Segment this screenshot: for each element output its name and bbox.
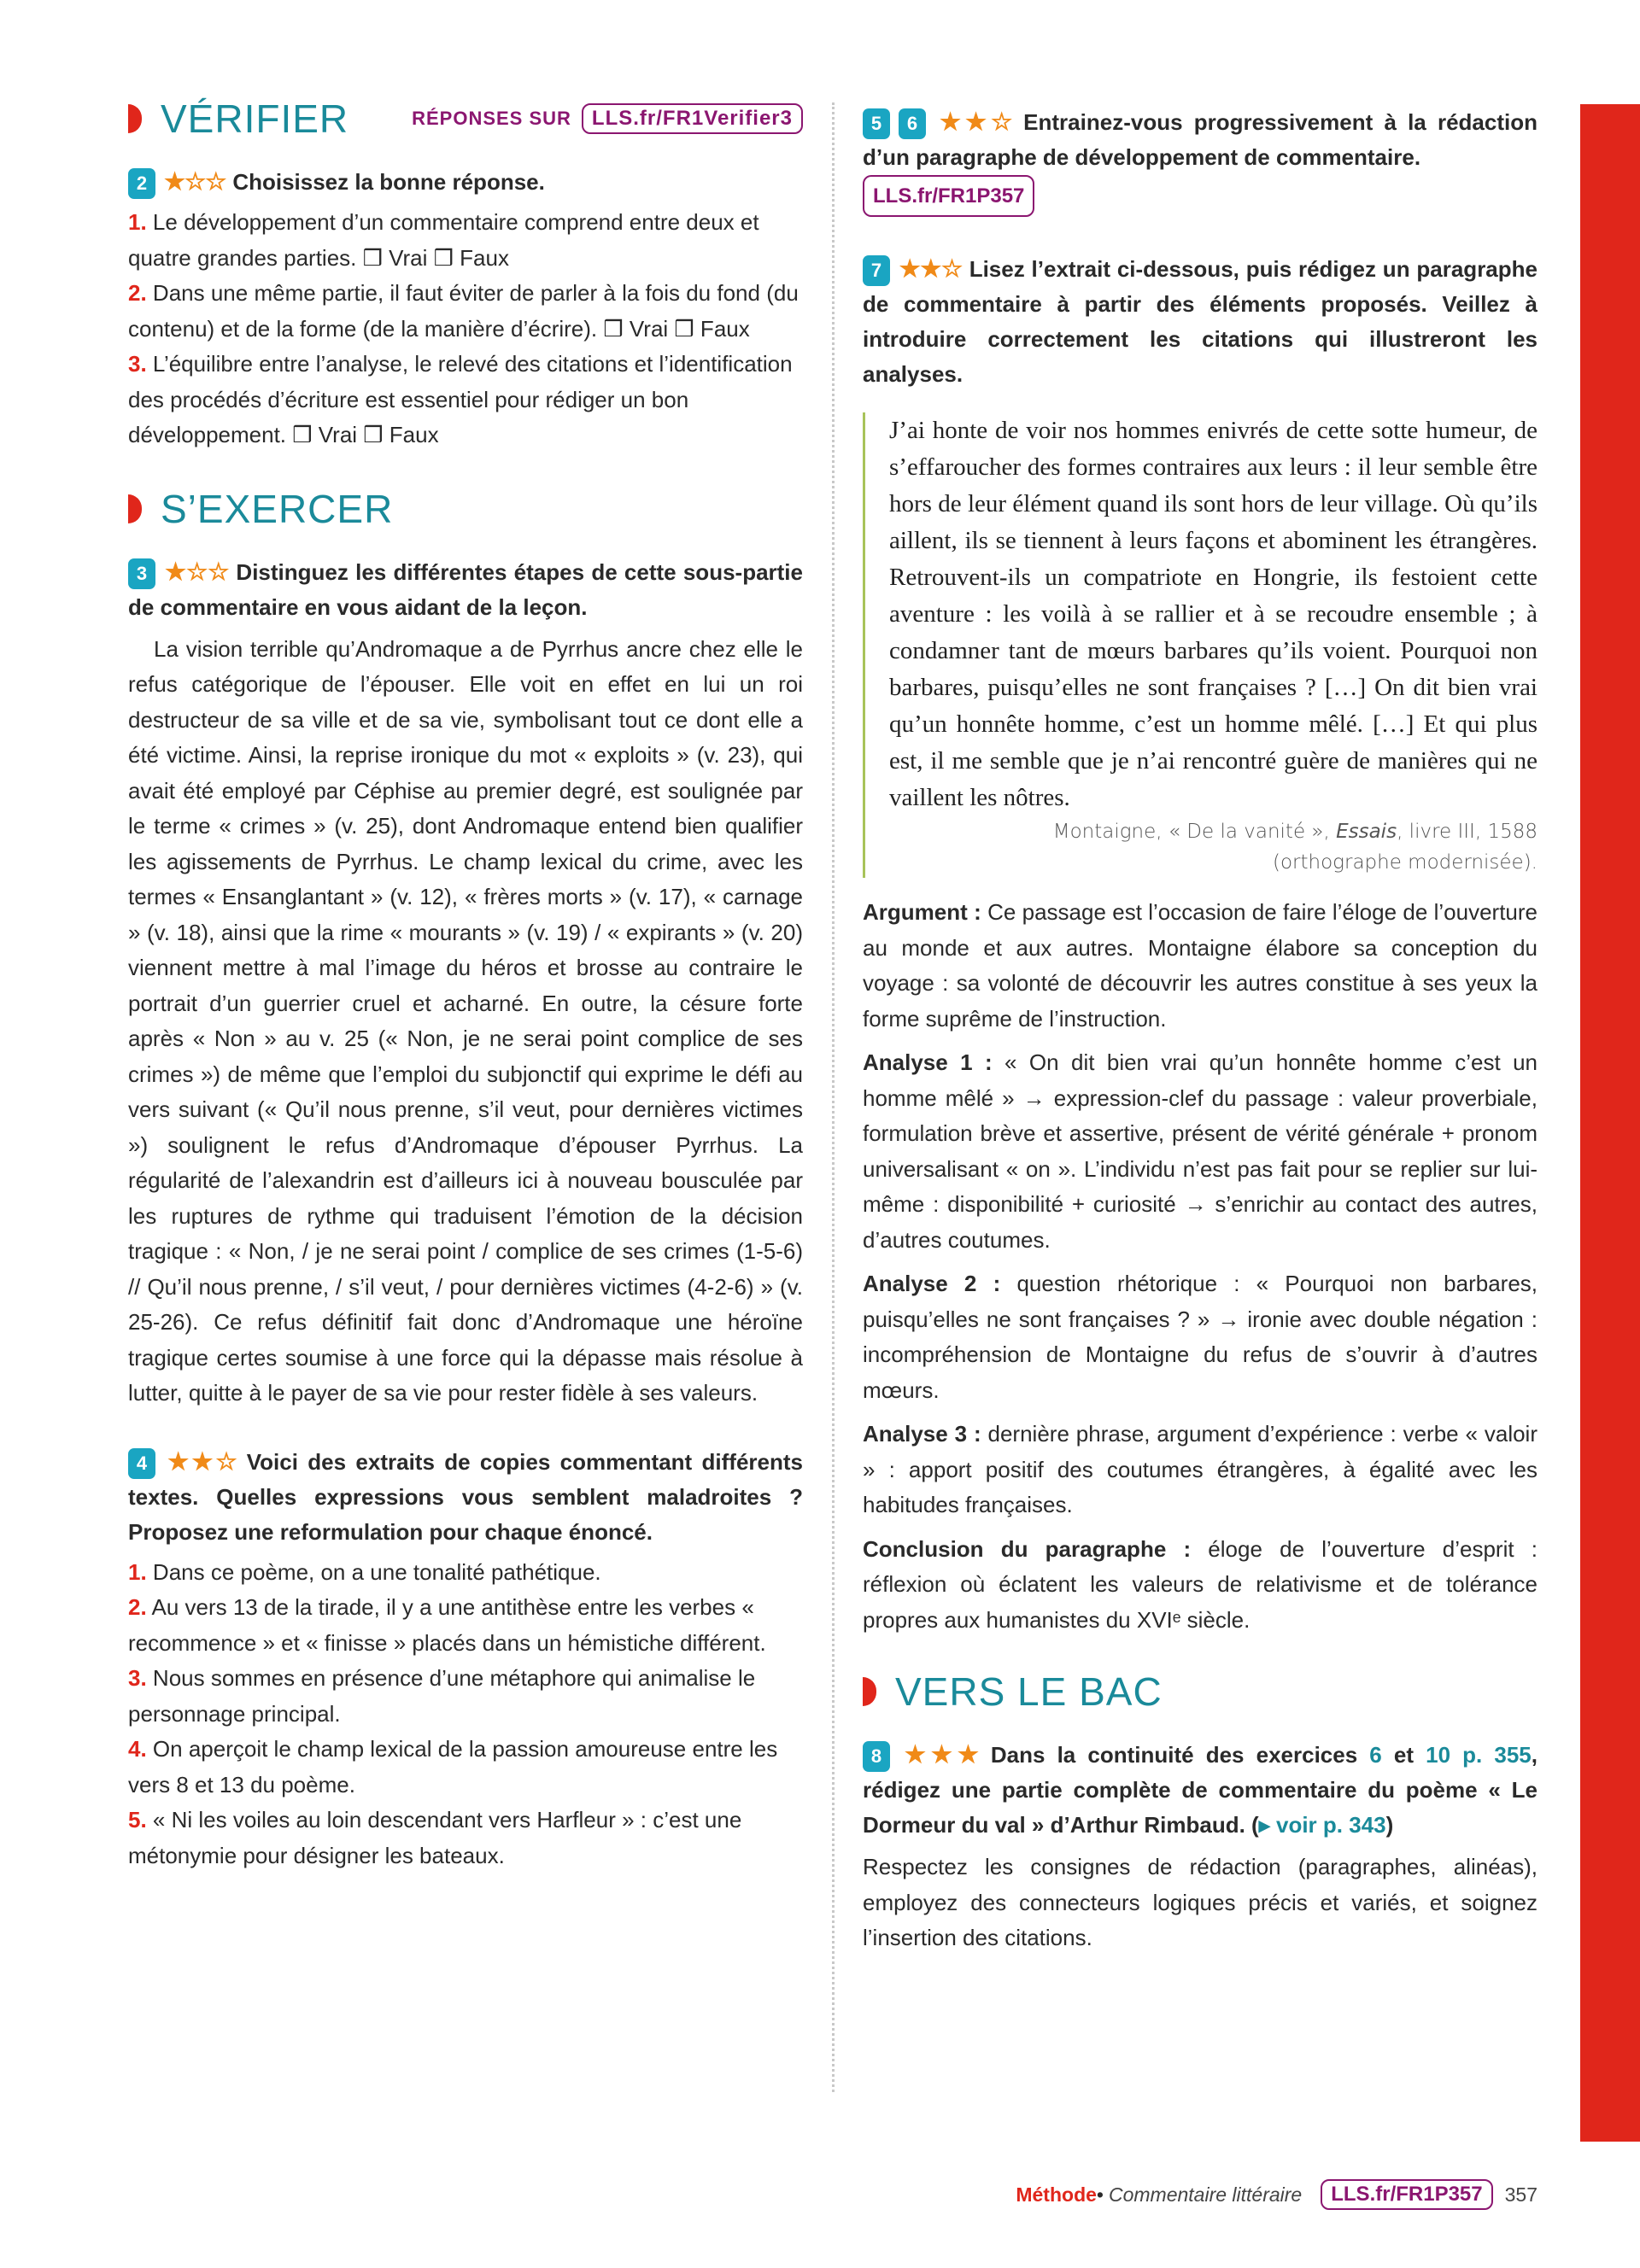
footer-section: Méthode xyxy=(1016,2183,1097,2206)
exercise-2-items xyxy=(128,205,803,453)
exercise-number-badge: 5 xyxy=(863,108,890,139)
section-vers-le-bac xyxy=(863,1669,1538,1715)
exercise-3-header xyxy=(128,554,803,625)
excerpt-attribution: Montaigne, « De la vanité », Essais, livre III, 1588 (orthographe modernisée). xyxy=(1052,821,1538,874)
exercise-title: Distinguez les différentes étapes de cette sous-partie de commentaire en vous aidant de la leçon. xyxy=(128,558,803,620)
exercise-4-items xyxy=(128,1555,803,1874)
difficulty-stars-icon: ★★☆ xyxy=(899,255,963,282)
see-page-link[interactable]: ▸ voir p. 343 xyxy=(1258,1812,1386,1838)
excerpt-quote: J’ai honte de voir nos hommes enivrés de cette sotte humeur, de s’effaroucher des formes contraires aux leurs : il leur semble être hors de leur élément quand ils sont hors de leur village. Où qu’ils aillent, ils se tiennent à leurs façons et abominent les étrangères. Retrouvent-ils un compatriote en Hongrie, ils festoient cette aventure : les voilà à se rallier et à se recoudre ensemble ; à condamner tant de mœurs barbares qu’ils voient. Pourquoi non barbares, puisqu’elles ne sont françaises ? […] On dit bien vrai qu’un honnête homme, c’est un homme mêlé. […] Et qui plus est, il me semble que je n’ai rencontré guère de manières qui ne vaillent les nôtres. xyxy=(889,417,1538,811)
exercise-number-badge: 3 xyxy=(128,558,155,589)
exercise-5-6-header xyxy=(863,104,1538,217)
footer-subtitle: Commentaire littéraire xyxy=(1108,2183,1303,2206)
list-item: 3. L’équilibre entre l’analyse, le relevé des citations et l’identification des procédés d’écriture est essentiel pour rédiger un bon développement. ❒ Vrai ❒ Faux xyxy=(128,351,793,447)
exercise-title: Voici des extraits de copies commentant différents textes. Quelles expressions vous semblent maladroites ? Proposez une reformulation pour chaque énoncé. xyxy=(128,1448,803,1545)
difficulty-stars-icon: ★★☆ xyxy=(164,1447,240,1475)
responses-label: RÉPONSES SUR xyxy=(412,108,571,129)
list-item: 2. Dans une même partie, il faut éviter de parler à la fois du fond (du contenu) et de la forme (de la manière d’écrire). ❒ Vrai ❒ Faux xyxy=(128,280,799,342)
exercise-8-header: 8 ★★★ Dans la continuité des exercices 6 et 10 p. 355, rédigez une partie complète de commentaire du poème « Le Dormeur du val » d’Arthur Rimbaud. (▸ voir p. 343) xyxy=(863,1741,1538,1838)
exercise-4-header xyxy=(128,1444,803,1550)
section-marker-icon xyxy=(863,1677,876,1706)
section-marker-icon xyxy=(128,104,142,133)
exercise-number-badge: 4 xyxy=(128,1448,155,1479)
analysis-blocks xyxy=(863,895,1538,1638)
section-verifier xyxy=(128,96,803,142)
exercise-10-link[interactable]: 10 p. 355 xyxy=(1426,1742,1532,1768)
responses-link[interactable]: LLS.fr/FR1Verifier3 xyxy=(582,103,803,134)
exercise-number-badge: 7 xyxy=(863,255,890,286)
exercise-number-badge: 2 xyxy=(128,168,155,199)
section-title: VÉRIFIER xyxy=(161,96,349,141)
difficulty-stars-icon: ★☆☆ xyxy=(164,558,230,585)
footer-separator: • xyxy=(1096,2183,1104,2206)
exercise-title: Entrainez-vous progressivement à la rédaction d’un paragraphe de développement de commentaire. xyxy=(863,109,1538,170)
footer-link[interactable]: LLS.fr/FR1P357 xyxy=(1321,2179,1492,2210)
exercise-number-badge: 8 xyxy=(863,1741,890,1772)
difficulty-stars-icon: ★★☆ xyxy=(934,108,1017,135)
list-item: 3. Nous sommes en présence d’une métaphore qui animalise le personnage principal. xyxy=(128,1665,756,1727)
analysis-3-block: Analyse 3 : dernière phrase, argument d’expérience : verbe « valoir » : apport positif des coutumes étrangères, à égalité avec les habitudes françaises. xyxy=(863,1421,1538,1517)
analysis-1-block: Analyse 1 : « On dit bien vrai qu’un honnête homme c’est un homme mêlé » → expression-clef du passage : valeur proverbiale, formulation brève et assertive, présent de vérité générale + pronom universalisant « on ». L’individu n’est pas fait pour se replier sur lui-même : disponibilité + curiosité → s’enrichir au contact des autres, d’autres coutumes. xyxy=(863,1049,1538,1253)
section-marker-icon xyxy=(128,494,142,523)
list-item: 1. Dans ce poème, on a une tonalité pathétique. xyxy=(128,1558,601,1585)
list-item: 2. Au vers 13 de la tirade, il y a une antithèse entre les verbes « recommence » et « finisse » placés dans un hémistiche différent. xyxy=(128,1594,766,1656)
exercise-number-badge: 6 xyxy=(899,108,926,139)
argument-block: Argument : Ce passage est l’occasion de faire l’éloge de l’ouverture au monde et aux autres. Montaigne élabore sa conception du voyage : sa volonté de découvrir les autres constitue à ses yeux la forme suprême de l’instruction. xyxy=(863,899,1538,1032)
excerpt-block xyxy=(863,412,1538,878)
exercise-3-text: La vision terrible qu’Andromaque a de Pyrrhus ancre chez elle le refus catégorique de l’épouser. Elle voit en effet en lui un roi destructeur de sa ville et de sa vie, symbolisant tout ce dont elle a été victime. Ainsi, la reprise ironique du mot « exploits » (v. 23), qui avait été employé par Céphise au premier degré, est soulignée par le terme « crimes » (v. 25), dont Andromaque entend bien qualifier les agissements de Pyrrhus. Le champ lexical du crime, avec les termes « Ensanglantant » (v. 12), « frères morts » (v. 17), « carnage » (v. 18), ainsi que la rime « mourants » (v. 19) / « expirants » (v. 20) viennent mettre à mal l’image du héros et brosse au contraire le portrait d’un guerrier cruel et acharné. En outre, la césure forte après « Non » au v. 25 (« Non, je ne serai point complice de ses crimes ») de même que l’emploi du subjonctif qui exprime le défi au vers suivant (« Qu’il nous prenne, s’il veut, pour dernières victimes ») soulignent le refus d’Andromaque d’épouser Pyrrhus. La régularité de l’alexandrin est d’ailleurs ici à nouveau bousculée par les ruptures de rythme qui traduisent l’émotion de la décision tragique : « Non, / je ne serai point / complice de ses crimes (1-5-6) // Qu’il nous prenne, / s’il veut, / pour dernières victimes (4-2-6) » (v. 25-26). Ce refus définitif fait donc d’Andromaque une héroïne tragique certes soumise à une force qui la dépasse mais résolue à lutter, quitte à le payer de sa vie pour rester fidèle à ses valeurs. xyxy=(128,635,803,1406)
exercise-7-header xyxy=(863,251,1538,392)
left-column xyxy=(128,0,803,1873)
right-column xyxy=(863,0,1538,1956)
section-title: S’EXERCER xyxy=(161,486,394,531)
page-footer xyxy=(1016,2179,1538,2210)
exercise-8-text: Respectez les consignes de rédaction (paragraphes, alinéas), employez des connecteurs logiques précis et variés, et soignez l’insertion des citations. xyxy=(863,1854,1538,1950)
section-exercer xyxy=(128,486,803,532)
page-number: 357 xyxy=(1504,2183,1538,2206)
difficulty-stars-icon: ★☆☆ xyxy=(164,168,226,195)
list-item: 1. Le développement d’un commentaire comprend entre deux et quatre grandes parties. ❒ Vrai ❒ Faux xyxy=(128,209,759,271)
exercise-link[interactable]: LLS.fr/FR1P357 xyxy=(863,175,1034,217)
exercise-title: Lisez l’extrait ci-dessous, puis rédigez un paragraphe de commentaire à partir des éléments proposés. Veillez à introduire correctement les citations qui illustreront les analyses. xyxy=(863,256,1538,387)
difficulty-stars-icon: ★★★ xyxy=(899,1741,984,1768)
column-divider xyxy=(832,102,835,2092)
page-edge-tab xyxy=(1580,104,1640,2142)
list-item: 5. « Ni les voiles au loin descendant vers Harfleur » : c’est une métonymie pour désigner les bateaux. xyxy=(128,1807,742,1868)
responses xyxy=(412,103,803,134)
list-item: 4. On aperçoit le champ lexical de la passion amoureuse entre les vers 8 et 13 du poème. xyxy=(128,1736,778,1797)
section-title: VERS LE BAC xyxy=(895,1669,1163,1714)
analysis-2-block: Analyse 2 : question rhétorique : « Pourquoi non barbares, puisqu’elles ne sont françaises ? » → ironie avec double négation : incompréhension de Montaigne du refus de s’ouvrir à d’autres mœurs. xyxy=(863,1271,1538,1403)
exercise-title: Choisissez la bonne réponse. xyxy=(232,169,545,195)
conclusion-block: Conclusion du paragraphe : éloge de l’ouverture d’esprit : réflexion où éclatent les valeurs de relativisme et de tolérance propres aux humanistes du XVIᵉ siècle. xyxy=(863,1535,1538,1633)
exercise-2-header xyxy=(128,164,803,200)
exercise-6-link[interactable]: 6 xyxy=(1369,1742,1382,1768)
